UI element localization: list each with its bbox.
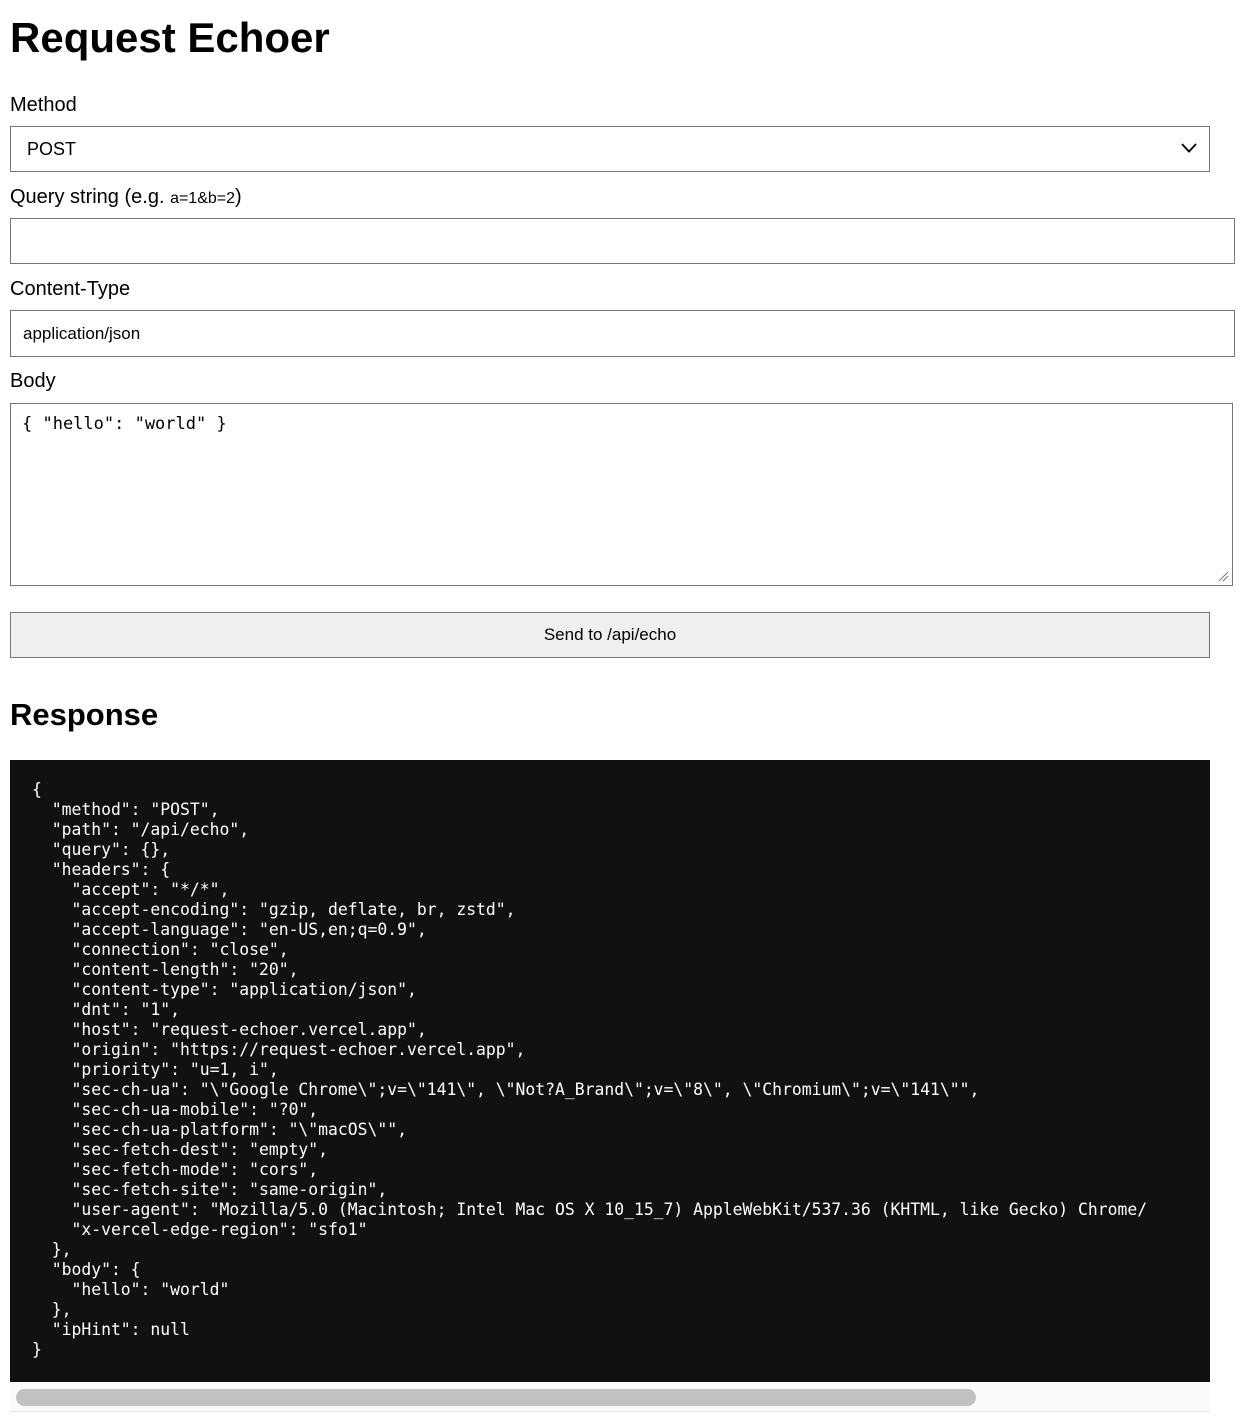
response-line: "user-agent": "Mozilla/5.0 (Macintosh; Intel Mac OS X 10_15_7) AppleWebKit/537.36 (KHTML, like Gecko) Chrome/ — [32, 1200, 1148, 1219]
response-line: } — [32, 1340, 42, 1359]
response-line: "sec-fetch-dest": "empty", — [32, 1140, 329, 1159]
response-line: "method": "POST", — [32, 800, 220, 819]
response-line: "sec-fetch-mode": "cors", — [32, 1160, 319, 1179]
response-line: "host": "request-echoer.vercel.app", — [32, 1020, 427, 1039]
method-select[interactable] — [10, 126, 1210, 172]
response-heading: Response — [10, 697, 159, 732]
method-label: Method — [10, 94, 77, 116]
response-line: }, — [32, 1300, 72, 1319]
response-line: }, — [32, 1240, 72, 1259]
body-textarea[interactable] — [10, 403, 1233, 586]
response-line: "body": { — [32, 1260, 141, 1279]
response-line: "path": "/api/echo", — [32, 820, 250, 839]
response-line: "sec-fetch-site": "same-origin", — [32, 1180, 388, 1199]
response-line: "sec-ch-ua-mobile": "?0", — [32, 1100, 319, 1119]
scrollbar-thumb[interactable] — [16, 1389, 976, 1406]
response-line: "accept": "*/*", — [32, 880, 230, 899]
query-label-end: ) — [235, 186, 242, 208]
response-line: { — [32, 780, 42, 799]
response-line: "x-vercel-edge-region": "sfo1" — [32, 1220, 368, 1239]
response-line: "headers": { — [32, 860, 171, 879]
response-json — [10, 760, 1210, 1360]
response-line: "sec-ch-ua": "\"Google Chrome\";v=\"141\", \"Not?A_Brand\";v=\"8\", \"Chromium\";v=\"141\"", — [32, 1080, 980, 1099]
response-line: "hello": "world" — [32, 1280, 230, 1299]
horizontal-scrollbar[interactable] — [10, 1382, 1210, 1412]
response-line: "connection": "close", — [32, 940, 289, 959]
body-textarea-value: { "hello": "world" } — [22, 414, 227, 434]
body-label: Body — [10, 370, 56, 392]
response-line: "dnt": "1", — [32, 1000, 181, 1019]
response-line: "query": {}, — [32, 840, 171, 859]
response-line: "accept-encoding": "gzip, deflate, br, zstd", — [32, 900, 516, 919]
query-label — [10, 185, 242, 211]
query-input[interactable] — [10, 218, 1235, 264]
response-line: "sec-ch-ua-platform": "\"macOS\"", — [32, 1120, 407, 1139]
chevron-down-icon — [1181, 142, 1197, 154]
response-line: "origin": "https://request-echoer.vercel.app", — [32, 1040, 526, 1059]
query-label-example: a=1&b=2 — [170, 190, 236, 207]
response-line: "content-length": "20", — [32, 960, 299, 979]
response-line: "content-type": "application/json", — [32, 980, 417, 999]
resize-grip-icon[interactable] — [1217, 570, 1229, 582]
method-selected-value: POST — [27, 138, 77, 159]
response-line: "priority": "u=1, i", — [32, 1060, 279, 1079]
send-button[interactable]: Send to /api/echo — [10, 612, 1210, 658]
page-title: Request Echoer — [10, 14, 330, 61]
content-type-value: application/json — [23, 323, 141, 343]
content-type-input[interactable] — [10, 310, 1235, 357]
content-type-label: Content-Type — [10, 278, 131, 300]
response-line: "ipHint": null — [32, 1320, 190, 1339]
query-label-text: Query string (e.g. — [10, 186, 171, 208]
response-line: "accept-language": "en-US,en;q=0.9", — [32, 920, 427, 939]
response-output[interactable] — [10, 760, 1210, 1382]
